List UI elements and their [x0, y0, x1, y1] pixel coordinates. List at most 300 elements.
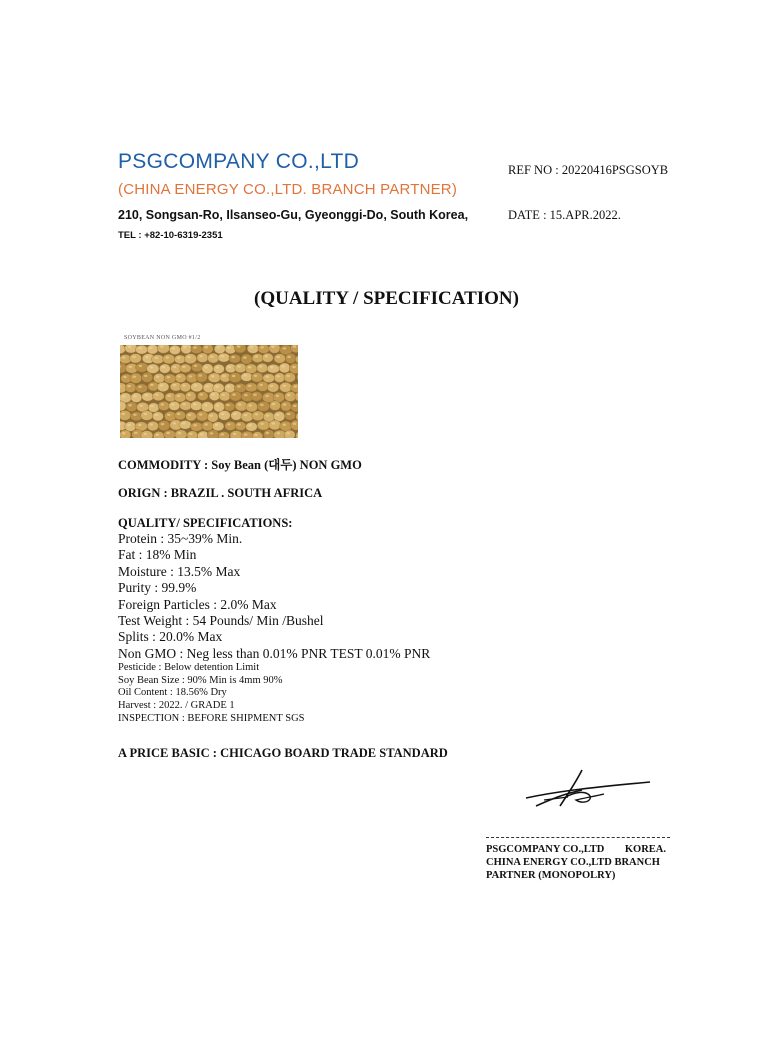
- soybean-highlight: [150, 384, 154, 386]
- soybean-highlight: [211, 393, 215, 395]
- price-basis-line: A PRICE BASIC : CHICAGO BOARD TRADE STANDARD: [118, 746, 448, 760]
- soybean-highlight: [144, 394, 148, 396]
- document-date: DATE : 15.APR.2022.: [508, 208, 621, 222]
- soybean-highlight: [283, 347, 287, 349]
- soybean: [197, 392, 208, 401]
- soybean-highlight: [144, 413, 148, 415]
- soybean-highlight: [287, 394, 291, 396]
- soybean: [174, 355, 185, 364]
- soybean-highlight: [243, 356, 247, 358]
- soybean-highlight: [133, 395, 137, 397]
- soybean: [202, 421, 214, 431]
- soybean-highlight: [272, 422, 276, 424]
- soybean-highlight: [221, 433, 225, 435]
- soybean-highlight: [161, 403, 165, 405]
- soybean: [120, 410, 131, 420]
- soybean-highlight: [276, 375, 280, 377]
- soybean: [224, 402, 235, 411]
- soybean-highlight: [144, 433, 148, 435]
- soybean: [158, 401, 170, 410]
- soybean-highlight: [122, 413, 126, 415]
- soybean: [284, 430, 295, 438]
- soybean: [191, 382, 203, 392]
- soybean-highlight: [150, 423, 154, 425]
- soybean: [191, 345, 202, 354]
- soybean-highlight: [244, 394, 248, 396]
- soybean: [212, 422, 224, 431]
- soybean-highlight: [167, 395, 171, 397]
- soybean-highlight: [248, 385, 252, 387]
- soybean-highlight: [128, 404, 132, 406]
- soybean-highlight: [276, 414, 280, 416]
- origin-line: ORIGN : BRAZIL . SOUTH AFRICA: [118, 486, 323, 500]
- soybean-highlight: [255, 355, 259, 357]
- soybean: [136, 345, 148, 354]
- soybean-highlight: [127, 424, 131, 426]
- soybean: [251, 392, 262, 402]
- soybean-highlight: [133, 414, 137, 416]
- soybean-highlight: [133, 376, 137, 378]
- soybean-highlight: [200, 393, 204, 395]
- soybean-highlight: [283, 424, 287, 426]
- soybean: [181, 345, 192, 354]
- soybean-highlight: [243, 374, 247, 376]
- soybean: [270, 401, 281, 411]
- soybean: [284, 373, 296, 383]
- soybean-highlight: [265, 375, 269, 377]
- soybean: [180, 401, 192, 410]
- signature-country: KOREA.: [624, 844, 666, 855]
- spec-item-inspection: INSPECTION : BEFORE SHIPMENT SGS: [118, 712, 305, 724]
- soybean-highlight: [204, 366, 208, 368]
- soybean-photo-graphic: [120, 345, 298, 438]
- signature-line-1: [486, 843, 666, 856]
- soybean: [246, 422, 258, 431]
- soybean-highlight: [226, 404, 230, 406]
- soybean-highlight: [231, 356, 235, 358]
- soybean-highlight: [248, 424, 252, 426]
- soybean: [209, 391, 220, 400]
- soybean: [185, 391, 196, 401]
- spec-item-test-weight: Test Weight : 54 Pounds/ Min /Bushel: [118, 612, 324, 628]
- soybean: [241, 354, 252, 364]
- soybean-highlight: [232, 375, 236, 377]
- signature-line-2: CHINA ENERGY CO.,LTD BRANCH: [486, 857, 660, 868]
- soybean-highlight: [238, 403, 242, 405]
- soybean: [196, 411, 208, 421]
- soybean: [152, 355, 165, 364]
- soybean: [147, 421, 158, 431]
- soybean-highlight: [144, 375, 148, 377]
- soybean-highlight: [217, 346, 221, 348]
- spec-item-fat: Fat : 18% Min: [118, 547, 197, 563]
- company-name: PSGCOMPANY CO.,LTD: [118, 150, 360, 173]
- soybean-highlight: [244, 434, 248, 436]
- soybean-highlight: [122, 395, 126, 397]
- soybean-highlight: [149, 347, 153, 349]
- soybean: [186, 412, 197, 421]
- soybean-highlight: [161, 423, 165, 425]
- spec-item-foreign-particles: Foreign Particles : 2.0% Max: [118, 596, 277, 612]
- soybean-highlight: [193, 346, 197, 348]
- soybean: [285, 411, 296, 420]
- soybean-highlight: [210, 432, 214, 434]
- soybean-highlight: [183, 346, 187, 348]
- signature-company: PSGCOMPANY CO.,LTD: [486, 844, 605, 855]
- soybean-highlight: [204, 346, 208, 348]
- spec-item-protein: Protein : 35~39% Min.: [118, 531, 243, 546]
- soybean: [229, 372, 242, 382]
- soybean: [231, 411, 242, 421]
- specifications-heading: QUALITY/ SPECIFICATIONS:: [118, 516, 293, 530]
- spec-item-oil-content: Oil Content : 18.56% Dry: [118, 687, 227, 699]
- soybean-highlight: [270, 366, 274, 368]
- soybean-highlight: [194, 384, 198, 386]
- soybean: [257, 421, 270, 431]
- spec-item-moisture: Moisture : 13.5% Max: [118, 563, 241, 579]
- soybean: [208, 373, 221, 383]
- soybean-highlight: [139, 365, 143, 367]
- soybean-highlight: [216, 366, 220, 368]
- soybean-highlight: [199, 355, 203, 357]
- soybean-highlight: [122, 432, 126, 434]
- soybean-highlight: [276, 395, 280, 397]
- soybean-highlight: [210, 414, 214, 416]
- commodity-line: COMMODITY : Soy Bean (대두) NON GMO: [118, 458, 362, 472]
- soybean-highlight: [187, 394, 191, 396]
- soybean: [159, 364, 170, 373]
- soybean-highlight: [237, 345, 241, 347]
- soybean: [201, 402, 213, 412]
- soybean-highlight: [189, 433, 193, 435]
- soybean: [280, 382, 292, 392]
- soybean: [241, 372, 253, 381]
- soybean-highlight: [178, 432, 182, 434]
- soybean-highlight: [255, 413, 259, 415]
- soybean-highlight: [272, 403, 276, 405]
- soybean-highlight: [287, 413, 291, 415]
- soybean: [251, 372, 263, 382]
- soybean-highlight: [265, 395, 269, 397]
- soybean-highlight: [122, 356, 126, 358]
- soybean-highlight: [254, 375, 258, 377]
- soybean: [196, 372, 208, 382]
- soybean: [235, 363, 247, 372]
- soybean-highlight: [248, 404, 252, 406]
- soybean-highlight: [166, 356, 170, 358]
- soybean-highlight: [127, 385, 131, 387]
- soybean: [269, 420, 281, 430]
- soybean-highlight: [277, 432, 281, 434]
- soybean: [180, 382, 191, 391]
- soybean-highlight: [221, 394, 225, 396]
- soybean: [258, 345, 270, 354]
- soybean-highlight: [215, 424, 219, 426]
- soybean-highlight: [227, 347, 231, 349]
- soybean: [157, 382, 169, 392]
- soybean: [147, 364, 159, 374]
- soybean-highlight: [253, 394, 257, 396]
- soybean-highlight: [293, 345, 297, 347]
- soybean-highlight: [227, 385, 231, 387]
- soybean-highlight: [282, 385, 286, 387]
- soybean: [218, 411, 230, 421]
- branch-partner-line: (CHINA ENERGY CO.,LTD. BRANCH PARTNER): [118, 181, 458, 198]
- soybean: [136, 363, 149, 373]
- soybean-highlight: [145, 356, 149, 358]
- soybean-highlight: [264, 355, 268, 357]
- soybean-highlight: [123, 376, 127, 378]
- soybean-highlight: [167, 376, 171, 378]
- soybean-highlight: [259, 365, 263, 367]
- company-address: 210, Songsan-Ro, Ilsanseo-Gu, Gyeonggi-Do, South Korea,: [118, 208, 469, 222]
- soybean-highlight: [286, 432, 290, 434]
- soybean-highlight: [211, 375, 215, 377]
- soybean-highlight: [160, 384, 164, 386]
- soybean-highlight: [182, 422, 186, 424]
- soybean: [246, 402, 258, 412]
- soybean: [230, 391, 242, 401]
- soybean-highlight: [193, 403, 197, 405]
- soybean-highlight: [150, 405, 154, 407]
- soybean-highlight: [150, 366, 154, 368]
- soybean: [179, 420, 191, 429]
- soybean-highlight: [172, 347, 176, 349]
- signature-line-3: PARTNER (MONOPOLRY): [486, 870, 616, 881]
- soybean-highlight: [177, 395, 181, 397]
- soybean: [214, 345, 225, 354]
- soybean: [219, 391, 230, 401]
- soybean-highlight: [206, 385, 210, 387]
- soybean: [285, 391, 296, 401]
- soybean: [267, 383, 279, 393]
- soybean-highlight: [188, 414, 192, 416]
- soybean-highlight: [281, 365, 285, 367]
- soybean-highlight: [199, 413, 203, 415]
- soybean: [191, 363, 203, 372]
- soybean-highlight: [167, 414, 171, 416]
- soybean: [130, 373, 142, 383]
- soybean-highlight: [129, 366, 133, 368]
- soybean-highlight: [162, 366, 166, 368]
- soybean: [281, 401, 292, 411]
- soybean-highlight: [187, 356, 191, 358]
- soybean: [141, 411, 153, 421]
- spec-item-pesticide: Pesticide : Below detention Limit: [118, 662, 260, 674]
- spec-item-purity: Purity : 99.9%: [118, 580, 197, 596]
- soybean-highlight: [138, 386, 142, 388]
- soybean: [235, 422, 246, 431]
- soybean-highlight: [177, 413, 181, 415]
- soybean-highlight: [134, 432, 138, 434]
- soybean: [252, 354, 264, 363]
- soybean-highlight: [248, 366, 252, 368]
- soybean: [225, 345, 236, 354]
- soybean-highlight: [293, 423, 297, 425]
- soybean: [285, 353, 296, 363]
- soybean: [175, 373, 186, 382]
- soybean: [225, 421, 236, 430]
- soybean-highlight: [237, 423, 241, 425]
- soybean-highlight: [232, 393, 236, 395]
- soybean-highlight: [286, 375, 290, 377]
- soybean-highlight: [221, 413, 225, 415]
- soybean-highlight: [233, 433, 237, 435]
- soybean-highlight: [200, 433, 204, 435]
- soybean-highlight: [210, 355, 214, 357]
- spec-item-non-gmo: Non GMO : Neg less than 0.01% PNR TEST 0.01% PNR: [118, 645, 431, 661]
- soybean-highlight: [156, 376, 160, 378]
- soybean: [229, 354, 241, 363]
- specifications-list: [118, 531, 430, 725]
- soybean: [153, 373, 164, 383]
- soybean: [263, 374, 275, 383]
- soybean: [274, 354, 286, 364]
- soybean: [136, 384, 148, 393]
- soybean-highlight: [171, 403, 175, 405]
- soybean-highlight: [221, 355, 225, 357]
- soybean: [263, 430, 274, 438]
- soybean-highlight: [155, 394, 159, 396]
- soybean-highlight: [177, 375, 181, 377]
- soybean: [147, 345, 158, 354]
- spec-item-splits: Splits : 20.0% Max: [118, 629, 223, 645]
- soybean: [279, 363, 290, 373]
- soybean-highlight: [189, 375, 193, 377]
- soybean: [131, 393, 142, 403]
- soybean-highlight: [166, 432, 170, 434]
- soybean: [130, 354, 142, 364]
- soybean-highlight: [182, 366, 186, 368]
- soybean-highlight: [292, 366, 296, 368]
- soybean-highlight: [155, 414, 159, 416]
- photo-caption: SOYBEAN NON GMO #1/2: [124, 335, 201, 341]
- soybean-highlight: [173, 384, 177, 386]
- soybean-highlight: [266, 414, 270, 416]
- soybean-highlight: [216, 404, 220, 406]
- soybean: [169, 345, 180, 354]
- soybean-highlight: [260, 404, 264, 406]
- soybean: [257, 401, 270, 411]
- soybean-highlight: [182, 384, 186, 386]
- soybean-highlight: [293, 405, 297, 407]
- soybean-highlight: [260, 346, 264, 348]
- soybean: [197, 353, 208, 363]
- soybean-highlight: [128, 346, 132, 348]
- soybean-highlight: [228, 366, 232, 368]
- soybean-highlight: [244, 414, 248, 416]
- soybean-highlight: [271, 346, 275, 348]
- soybean: [164, 430, 176, 438]
- soybean: [267, 364, 280, 373]
- soybean: [184, 354, 196, 364]
- soybean: [158, 420, 170, 430]
- soybean-highlight: [177, 357, 181, 359]
- soybean: [202, 345, 213, 354]
- soybean: [142, 372, 153, 382]
- soybean: [252, 411, 265, 421]
- soybean: [208, 353, 219, 363]
- soybean-highlight: [204, 423, 208, 425]
- soybean: [164, 374, 176, 383]
- company-telephone: TEL : +82-10-6319-2351: [118, 230, 223, 241]
- soybean: [274, 373, 285, 383]
- soybean: [257, 381, 269, 391]
- soybean: [175, 411, 186, 420]
- soybean-highlight: [294, 385, 298, 387]
- soybean: [174, 393, 186, 402]
- soybean: [241, 412, 253, 422]
- soybean: [125, 383, 136, 393]
- soybean-highlight: [227, 423, 231, 425]
- soybean: [190, 401, 202, 410]
- soybean: [152, 412, 163, 421]
- soybean-highlight: [237, 385, 241, 387]
- soybean-highlight: [160, 345, 164, 347]
- soybean: [245, 383, 257, 392]
- soybean-highlight: [276, 356, 280, 358]
- soybean: [180, 364, 191, 373]
- soybean: [213, 364, 224, 373]
- spec-item-harvest: Harvest : 2022. / GRADE 1: [118, 699, 235, 711]
- spec-item-bean-size: Soy Bean Size : 90% Min is 4mm 90%: [118, 674, 283, 686]
- soybean: [163, 354, 175, 364]
- soybean: [120, 430, 131, 438]
- soybean-highlight: [215, 385, 219, 387]
- soybean: [262, 353, 273, 362]
- soybean-highlight: [132, 356, 136, 358]
- soybean-highlight: [182, 403, 186, 405]
- soybean-highlight: [194, 365, 198, 367]
- handwritten-signature: [524, 768, 654, 812]
- soybean-highlight: [193, 424, 197, 426]
- soybean-highlight: [237, 365, 241, 367]
- soybean-highlight: [173, 422, 177, 424]
- soybean: [207, 412, 218, 422]
- document-title: (QUALITY / SPECIFICATION): [254, 288, 519, 309]
- soybean-highlight: [139, 404, 143, 406]
- soybean: [245, 364, 257, 374]
- signature-dashed-line: [486, 837, 670, 838]
- soybean-highlight: [173, 366, 177, 368]
- soybean-highlight: [259, 384, 263, 386]
- soybean: [169, 401, 180, 410]
- soybean-highlight: [270, 385, 274, 387]
- soybean-highlight: [266, 432, 270, 434]
- soybean: [152, 392, 164, 401]
- soybean-highlight: [204, 404, 208, 406]
- soybean: [280, 421, 292, 431]
- soybean-highlight: [138, 347, 142, 349]
- soybean-highlight: [254, 434, 258, 436]
- soybean-highlight: [222, 375, 226, 377]
- soybean: [190, 422, 202, 431]
- soybean-highlight: [155, 357, 159, 359]
- soybean: [257, 363, 268, 372]
- soybean-highlight: [198, 374, 202, 376]
- soybean-photo: [120, 345, 298, 438]
- soybean: [218, 353, 230, 362]
- soybean-highlight: [250, 346, 254, 348]
- soybean: [247, 345, 259, 353]
- soybean-highlight: [287, 356, 291, 358]
- reference-number: REF NO : 20220416PSGSOYB: [508, 163, 669, 177]
- soybean-highlight: [138, 424, 142, 426]
- soybean: [126, 402, 137, 412]
- soybean-highlight: [260, 423, 264, 425]
- soybean-highlight: [283, 403, 287, 405]
- soybean: [175, 430, 187, 438]
